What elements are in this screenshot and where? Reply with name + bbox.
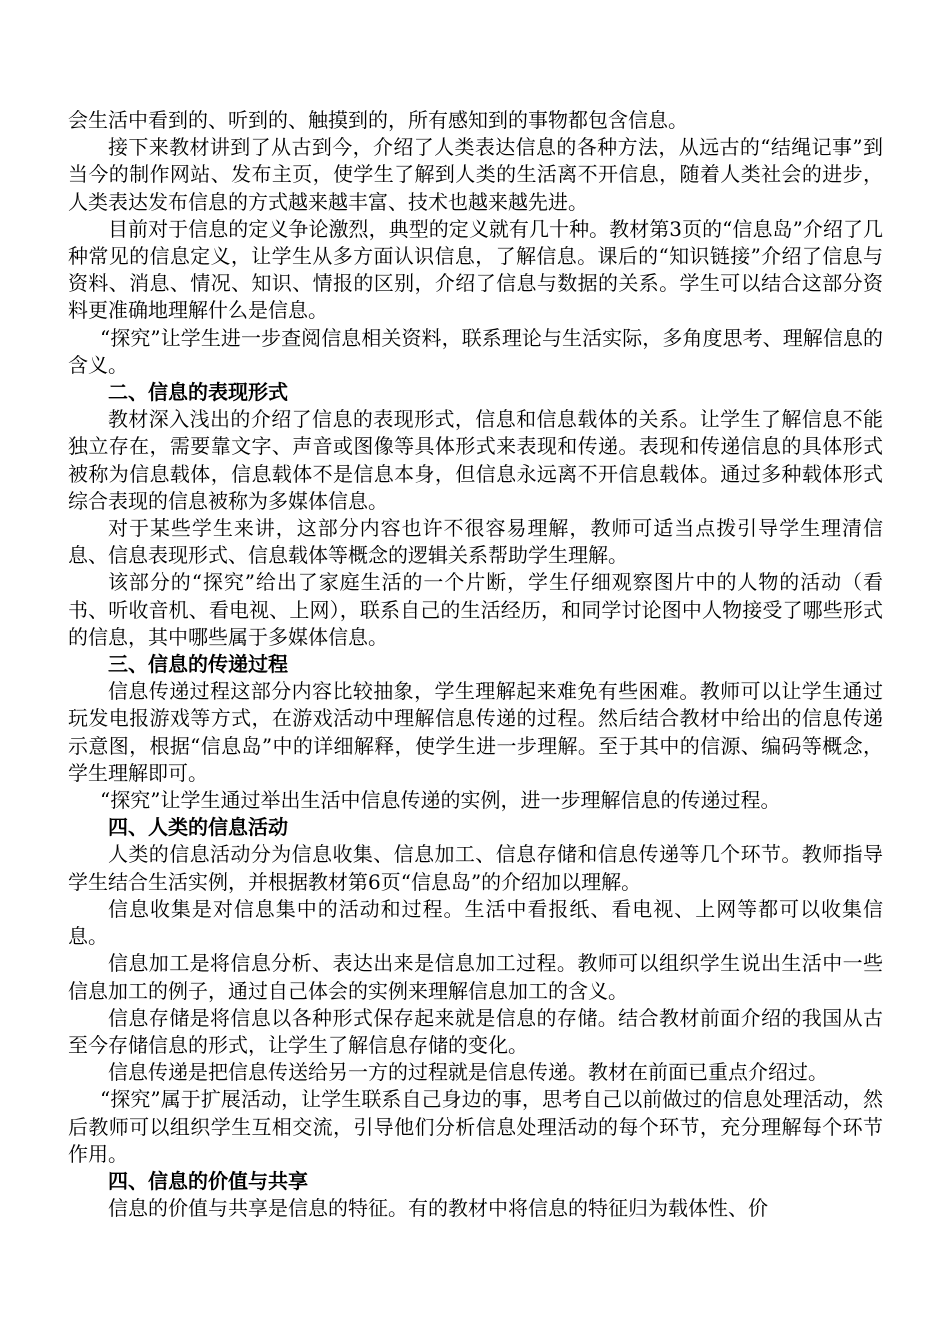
paragraph: “探究”让学生进一步查阅信息相关资料，联系理论与生活实际，多角度思考、理解信息的含义。 bbox=[68, 325, 883, 377]
paragraph: 接下来教材讲到了从古到今，介绍了人类表达信息的各种方法，从远古的“结绳记事”到当今的制作网站、发布主页，使学生了解到人类的生活离不开信息，随着人类社会的进步，人类表达发布信息的方式越来越丰富、技术也越来越先进。 bbox=[68, 135, 883, 214]
paragraph: 信息加工是将信息分析、表达出来是信息加工过程。教师可以组织学生说出生活中一些信息加工的例子，通过自己体会的实例来理解信息加工的含义。 bbox=[68, 951, 883, 1003]
section-heading: 四、人类的信息活动 bbox=[108, 815, 288, 840]
paragraph: 信息存储是将信息以各种形式保存起来就是信息的存储。结合教材前面介绍的我国从古至今存储信息的形式，让学生了解信息存储的变化。 bbox=[68, 1005, 883, 1057]
section-heading: 二、信息的表现形式 bbox=[108, 380, 288, 405]
paragraph: 信息的价值与共享是信息的特征。有的教材中将信息的特征归为载体性、价 bbox=[108, 1196, 768, 1221]
document-page bbox=[68, 107, 883, 1222]
paragraph: 人类的信息活动分为信息收集、信息加工、信息存储和信息传递等几个环节。教师指导学生结合生活实例，并根据教材第6页“信息岛”的介绍加以理解。 bbox=[68, 842, 883, 894]
paragraph: 目前对于信息的定义争论激烈，典型的定义就有几十种。教材第3页的“信息岛”介绍了几种常见的信息定义，让学生从多方面认识信息，了解信息。课后的“知识链接”介绍了信息与资料、消息、情况、知识、情报的区别，介绍了信息与数据的关系。学生可以结合这部分资料更准确地理解什么是信息。 bbox=[68, 216, 883, 323]
paragraph: 教材深入浅出的介绍了信息的表现形式，信息和信息载体的关系。让学生了解信息不能独立存在，需要靠文字、声音或图像等具体形式来表现和传递。表现和传递信息的具体形式被称为信息载体，信息载体不是信息本身，但信息永远离不开信息载体。通过多种载体形式综合表现的信息被称为多媒体信息。 bbox=[68, 407, 883, 513]
paragraph: 会生活中看到的、听到的、触摸到的，所有感知到的事物都包含信息。 bbox=[68, 108, 688, 132]
paragraph: “探究”让学生通过举出生活中信息传递的实例，进一步理解信息的传递过程。 bbox=[100, 788, 781, 813]
paragraph: 信息收集是对信息集中的活动和过程。生活中看报纸、看电视、上网等都可以收集信息。 bbox=[68, 896, 883, 949]
section-heading: 三、信息的传递过程 bbox=[108, 652, 288, 677]
paragraph: “探究”属于扩展活动，让学生联系自己身边的事，思考自己以前做过的信息处理活动，然后教师可以组织学生互相交流，引导他们分析信息处理活动的每个环节，充分理解每个环节作用。 bbox=[68, 1087, 883, 1166]
paragraph: 信息传递过程这部分内容比较抽象，学生理解起来难免有些困难。教师可以让学生通过玩发电报游戏等方式，在游戏活动中理解信息传递的过程。然后结合教材中给出的信息传递示意图，根据“信息岛”中的详细解释，使学生进一步理解。至于其中的信源、编码等概念，学生理解即可。 bbox=[68, 679, 883, 785]
section-heading: 四、信息的价值与共享 bbox=[108, 1168, 308, 1193]
paragraph: 该部分的“探究”给出了家庭生活的一个片断，学生仔细观察图片中的人物的活动（看书、听收音机、看电视、上网），联系自己的生活经历，和同学讨论图中人物接受了哪些形式的信息，其中哪些属于多媒体信息。 bbox=[68, 570, 883, 649]
paragraph: 对于某些学生来讲，这部分内容也许不很容易理解，教师可适当点拨引导学生理清信息、信息表现形式、信息载体等概念的逻辑关系帮助学生理解。 bbox=[68, 516, 883, 568]
paragraph: 信息传递是把信息传送给另一方的过程就是信息传递。教材在前面已重点介绍过。 bbox=[108, 1060, 828, 1085]
